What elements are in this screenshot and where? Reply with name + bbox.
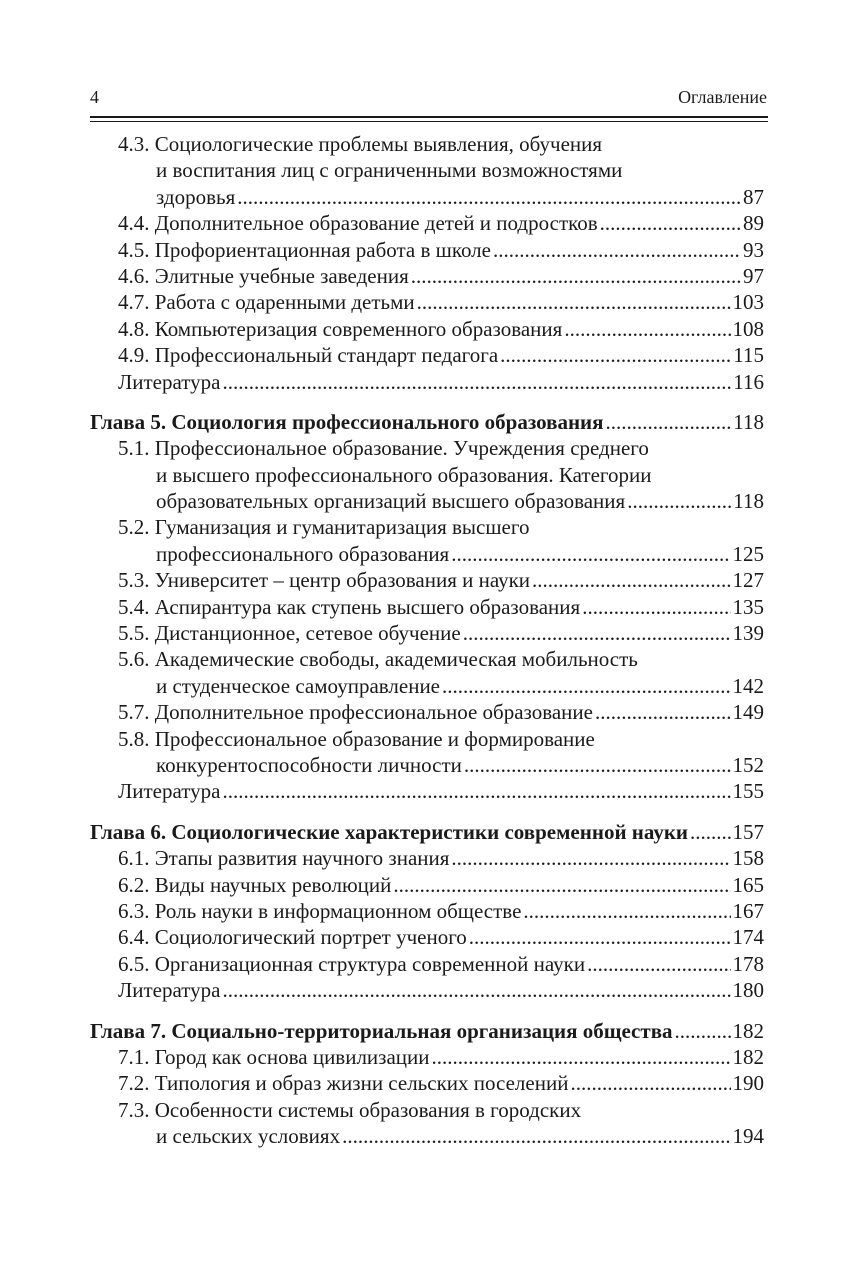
toc-chapter-title: Глава 6. Социологические характеристики современной науки <box>90 819 689 844</box>
dot-leader <box>595 699 731 725</box>
toc-entry-7-1 <box>90 1044 764 1070</box>
toc-entry-title: 5.6. Академические свободы, академическая мобильность <box>118 647 638 672</box>
toc-page-number: 167 <box>732 898 764 923</box>
dot-leader <box>582 594 730 620</box>
toc-entry-5-8-line1 <box>90 726 764 752</box>
toc-page-number: 118 <box>733 409 764 434</box>
toc-entry-4-7 <box>90 289 764 315</box>
toc-page-number: 93 <box>743 237 764 262</box>
toc-entry-5-5 <box>90 620 764 646</box>
toc-entry-title: 6.4. Социологический портрет ученого <box>118 925 467 950</box>
toc-entry-5-1-line2 <box>90 462 764 488</box>
toc-entry-title: 4.7. Работа с одаренными детьми <box>118 290 415 315</box>
toc-page-number: 155 <box>732 779 764 804</box>
dot-leader <box>493 237 741 263</box>
toc-page-number: 118 <box>733 489 764 514</box>
toc-entry-title: Литература <box>118 369 221 394</box>
toc-page-number: 135 <box>732 594 764 619</box>
toc-entry-title: и высшего профессионального образования. Категории <box>156 462 652 487</box>
toc-entry-5-2-line2 <box>90 541 764 567</box>
toc-entry-literature-5 <box>90 778 764 804</box>
toc-entry-4-3-line2 <box>90 157 764 183</box>
toc-page-number: 115 <box>733 343 764 368</box>
dot-leader <box>432 1044 731 1070</box>
toc-page-number: 190 <box>732 1071 764 1096</box>
toc-entry-5-6-line2 <box>90 673 764 699</box>
toc-entry-title: 5.7. Дополнительное профессиональное образование <box>118 700 593 725</box>
toc-entry-title: 6.3. Роль науки в информационном обществе <box>118 898 522 923</box>
running-header <box>90 84 767 112</box>
toc-entry-title: 4.6. Элитные учебные заведения <box>118 263 409 288</box>
dot-leader <box>469 924 731 950</box>
toc-entry-title: 5.4. Аспирантура как ступень высшего образования <box>118 594 581 619</box>
dot-leader <box>564 316 730 342</box>
toc-page-number: 139 <box>732 621 764 646</box>
toc-entry-4-3-line1 <box>90 131 764 157</box>
dot-leader <box>570 1070 730 1096</box>
toc-entry-title: 7.1. Город как основа цивилизации <box>118 1044 430 1069</box>
toc-entry-6-2 <box>90 872 764 898</box>
dot-leader <box>393 872 730 898</box>
toc-entry-6-3 <box>90 898 764 924</box>
toc-entry-7-3-line1 <box>90 1097 764 1123</box>
toc-entry-title: 4.8. Компьютеризация современного образования <box>118 316 563 341</box>
dot-leader <box>222 778 730 804</box>
dot-leader <box>500 342 731 368</box>
toc-page-number: 87 <box>743 184 764 209</box>
toc-entry-title: 7.3. Особенности системы образования в городских <box>118 1097 582 1122</box>
dot-leader <box>222 369 731 395</box>
toc-entry-5-4 <box>90 594 764 620</box>
toc-entry-5-3 <box>90 567 764 593</box>
dot-leader <box>675 1018 731 1044</box>
dot-leader <box>451 541 730 567</box>
toc-chapter-5 <box>90 409 764 435</box>
toc-entry-title: 4.4. Дополнительное образование детей и подростков <box>118 211 598 236</box>
toc-entry-title: 4.5. Профориентационная работа в школе <box>118 237 491 262</box>
toc-page-number: 97 <box>743 263 764 288</box>
toc-entry-literature-6 <box>90 977 764 1003</box>
toc-entry-7-2 <box>90 1070 764 1096</box>
toc-entry-6-1 <box>90 845 764 871</box>
toc-entry-title: 5.1. Профессиональное образование. Учреждения среднего <box>118 436 649 461</box>
toc-entry-5-2-line1 <box>90 514 764 540</box>
dot-leader <box>627 488 731 514</box>
toc-chapter-title: Глава 7. Социально-территориальная организация общества <box>90 1018 673 1043</box>
dot-leader <box>417 289 731 315</box>
toc-entry-title: 6.1. Этапы развития научного знания <box>118 846 450 871</box>
dot-leader <box>342 1123 730 1149</box>
toc-page-number: 182 <box>732 1018 764 1043</box>
table-of-contents <box>90 131 764 1149</box>
toc-chapter-6 <box>90 819 764 845</box>
dot-leader <box>464 752 731 778</box>
dot-leader <box>222 977 730 1003</box>
toc-page-number: 125 <box>732 541 764 566</box>
toc-page-number: 158 <box>732 846 764 871</box>
toc-page-number: 157 <box>732 819 764 844</box>
dot-leader <box>606 409 732 435</box>
toc-entry-title: 5.3. Университет – центр образования и науки <box>118 568 531 593</box>
toc-entry-title: 7.2. Типология и образ жизни сельских поселений <box>118 1071 569 1096</box>
toc-entry-title: и воспитания лиц с ограниченными возможностями <box>156 158 623 183</box>
toc-entry-4-5 <box>90 237 764 263</box>
toc-page-number: 165 <box>732 872 764 897</box>
toc-entry-5-1-line3 <box>90 488 764 514</box>
toc-entry-7-3-line2 <box>90 1123 764 1149</box>
toc-page-number: 108 <box>732 316 764 341</box>
toc-page-number: 116 <box>733 369 764 394</box>
toc-entry-4-3-line3 <box>90 184 764 210</box>
toc-entry-5-1-line1 <box>90 435 764 461</box>
toc-entry-title: 5.2. Гуманизация и гуманитаризация высшего <box>118 515 530 540</box>
toc-page-number: 178 <box>732 951 764 976</box>
dot-leader <box>463 620 731 646</box>
dot-leader <box>411 263 741 289</box>
toc-entry-title: профессионального образования <box>156 541 450 566</box>
toc-page-number: 194 <box>732 1124 764 1149</box>
toc-entry-title: Литература <box>118 978 221 1003</box>
toc-entry-4-6 <box>90 263 764 289</box>
toc-page-number: 182 <box>732 1044 764 1069</box>
dot-leader <box>690 819 730 845</box>
toc-entry-title: 5.5. Дистанционное, сетевое обучение <box>118 621 461 646</box>
toc-page-number: 127 <box>732 568 764 593</box>
dot-leader <box>442 673 730 699</box>
toc-entry-4-9 <box>90 342 764 368</box>
toc-entry-title: и студенческое самоуправление <box>156 673 441 698</box>
dot-leader <box>587 951 730 977</box>
toc-entry-5-7 <box>90 699 764 725</box>
toc-entry-title: 5.8. Профессиональное образование и формирование <box>118 726 595 751</box>
toc-page-number: 180 <box>732 978 764 1003</box>
header-rule-thick <box>90 116 768 118</box>
toc-entry-title: образовательных организаций высшего образования <box>156 489 626 514</box>
toc-entry-title: 4.9. Профессиональный стандарт педагога <box>118 343 499 368</box>
toc-page-number: 149 <box>732 700 764 725</box>
toc-entry-6-5 <box>90 951 764 977</box>
dot-leader <box>532 567 730 593</box>
toc-entry-literature-4 <box>90 369 764 395</box>
toc-entry-title: Литература <box>118 779 221 804</box>
toc-page-number: 152 <box>732 752 764 777</box>
toc-entry-title: 6.5. Организационная структура современной науки <box>118 951 586 976</box>
toc-entry-title: 6.2. Виды научных революций <box>118 872 392 897</box>
toc-entry-5-6-line1 <box>90 646 764 672</box>
running-title: Оглавление <box>678 87 767 107</box>
toc-page-number: 103 <box>732 290 764 315</box>
toc-chapter-7 <box>90 1018 764 1044</box>
header-rule-thin <box>90 121 768 122</box>
dot-leader <box>237 184 741 210</box>
toc-entry-4-8 <box>90 316 764 342</box>
dot-leader <box>451 845 730 871</box>
toc-page-number: 142 <box>732 673 764 698</box>
dot-leader <box>600 210 741 236</box>
toc-page-number: 174 <box>732 925 764 950</box>
toc-entry-title: конкурентоспособности личности <box>156 752 462 777</box>
toc-chapter-title: Глава 5. Социология профессионального образования <box>90 409 604 434</box>
toc-entry-title: 4.3. Социологические проблемы выявления, обучения <box>118 132 603 156</box>
page-number: 4 <box>90 87 99 107</box>
toc-entry-title: здоровья <box>156 184 236 209</box>
toc-entry-4-4 <box>90 210 764 236</box>
toc-entry-title: и сельских условиях <box>156 1124 341 1149</box>
toc-page-number: 89 <box>743 211 764 236</box>
dot-leader <box>523 898 730 924</box>
toc-entry-5-8-line2 <box>90 752 764 778</box>
toc-entry-6-4 <box>90 924 764 950</box>
